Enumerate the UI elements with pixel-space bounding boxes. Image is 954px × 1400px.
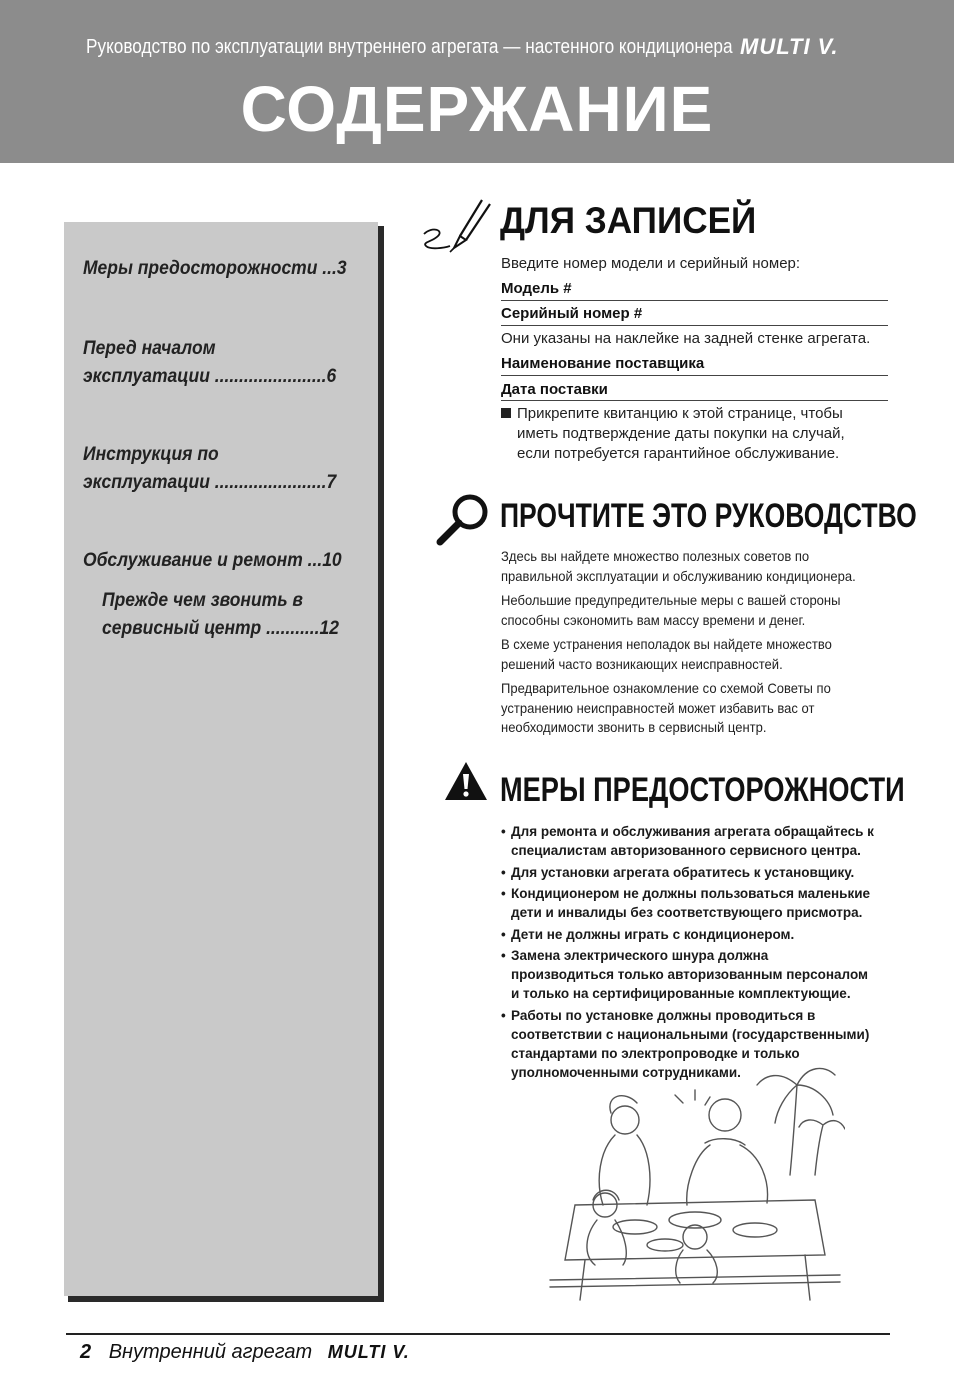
para-line: решений часто возникающих неисправностей. — [501, 655, 783, 672]
note-line: иметь подтверждение даты покупки на случай, — [517, 425, 845, 442]
toc-item-line: эксплуатации .......................6 — [83, 366, 337, 387]
toc-item-line: Инструкция по — [83, 444, 219, 465]
serial-label: Серийный номер # — [501, 305, 643, 322]
safety-title: МЕРЫ ПРЕДОСТОРОЖНОСТИ — [500, 771, 905, 809]
date-label: Дата поставки — [501, 381, 608, 398]
warning-icon — [443, 760, 489, 802]
toc-item-operation[interactable] — [83, 441, 336, 497]
toc-item-line: Обслуживание и ремонт ...10 — [83, 550, 342, 571]
page-header — [0, 0, 954, 163]
note-line: Прикрепите квитанцию к этой странице, чтобы — [517, 405, 843, 422]
para-line: устранению неисправностей может избавить вас от — [501, 699, 815, 716]
toc-panel — [64, 222, 378, 1296]
attach-receipt-note — [501, 404, 845, 464]
para-line: способны сэкономить вам массу времени и денег. — [501, 611, 806, 628]
picnic-illustration — [545, 1055, 845, 1310]
para-line: необходимости звонить в сервисный центр. — [501, 719, 767, 735]
dealer-label: Наименование поставщика — [501, 355, 705, 372]
read-title: ПРОЧТИТЕ ЭТО РУКОВОДСТВО — [500, 497, 917, 535]
toc-item-service-call[interactable] — [102, 587, 339, 643]
header-logo: MULTI V. — [740, 34, 839, 59]
toc-item-line: Прежде чем звонить в — [102, 590, 303, 611]
para-line: Предварительное ознакомление со схемой Советы по — [501, 680, 831, 696]
page-number: 2 — [80, 1341, 92, 1363]
toc-item-line: Меры предосторожности ...3 — [83, 258, 347, 279]
read-paragraph — [501, 679, 831, 738]
label-location-note: Они указаны на наклейке на задней стенке агрегата. — [501, 330, 871, 347]
list-item: • Дети не должны играть с кондиционером. — [501, 926, 795, 942]
list-item: • Работы по установке должны проводиться в соответствии с национальными (государственными) стандартами по электропроводке и только уполномоченными сотрудниками. — [501, 1007, 870, 1080]
para-line: правильной эксплуатации и обслуживанию кондиционера. — [501, 567, 856, 584]
toc-item-before-use[interactable] — [83, 335, 336, 391]
records-intro: Введите номер модели и серийный номер: — [501, 255, 801, 272]
read-paragraph — [501, 591, 840, 630]
para-line: Здесь вы найдете множество полезных советов по — [501, 548, 810, 564]
model-line[interactable] — [501, 300, 888, 301]
list-item: • Для ремонта и обслуживания агрегата обращайтесь к специалистам авторизованного сервисного центра. — [501, 824, 874, 858]
magnifier-icon — [434, 492, 494, 548]
footer-logo: MULTI V. — [327, 1342, 410, 1362]
square-bullet-icon — [501, 408, 511, 418]
safety-bullets — [501, 822, 874, 1084]
list-item: • Кондиционером не должны пользоваться маленькие дети и инвалиды без соответствующего присмотра. — [501, 886, 871, 920]
toc-item-safety[interactable] — [83, 255, 347, 283]
records-title: ДЛЯ ЗАПИСЕЙ — [500, 200, 757, 241]
page-footer — [80, 1341, 410, 1364]
read-paragraph — [501, 547, 856, 586]
pen-icon — [420, 196, 492, 254]
dealer-line[interactable] — [501, 375, 888, 376]
toc-item-maintenance[interactable] — [83, 547, 342, 575]
footer-text: Внутренний агрегат — [108, 1341, 313, 1363]
note-line: если потребуется гарантийное обслуживание. — [517, 445, 840, 462]
read-paragraph — [501, 635, 832, 674]
list-item: • Для установки агрегата обратитесь к установщику. — [501, 864, 855, 880]
list-item: • Замена электрического шнура должна производиться только авторизованным персоналом и только на сертифицированные комплектующие. — [501, 948, 869, 1001]
toc-item-line: сервисный центр ...........12 — [102, 618, 339, 639]
para-line: Небольшие предупредительные меры с вашей стороны — [501, 592, 841, 608]
serial-line[interactable] — [501, 325, 888, 326]
toc-item-line: эксплуатации .......................7 — [83, 472, 337, 493]
para-line: В схеме устранения неполадок вы найдете множество — [501, 636, 832, 652]
model-label: Модель # — [501, 280, 572, 297]
date-line[interactable] — [501, 400, 888, 401]
footer-divider — [66, 1333, 890, 1335]
toc-item-line: Перед началом — [83, 338, 216, 359]
page-title: СОДЕРЖАНИЕ — [240, 73, 714, 145]
header-subtitle: Руководство по эксплуатации внутреннего агрегата — настенного кондиционера — [86, 36, 733, 58]
